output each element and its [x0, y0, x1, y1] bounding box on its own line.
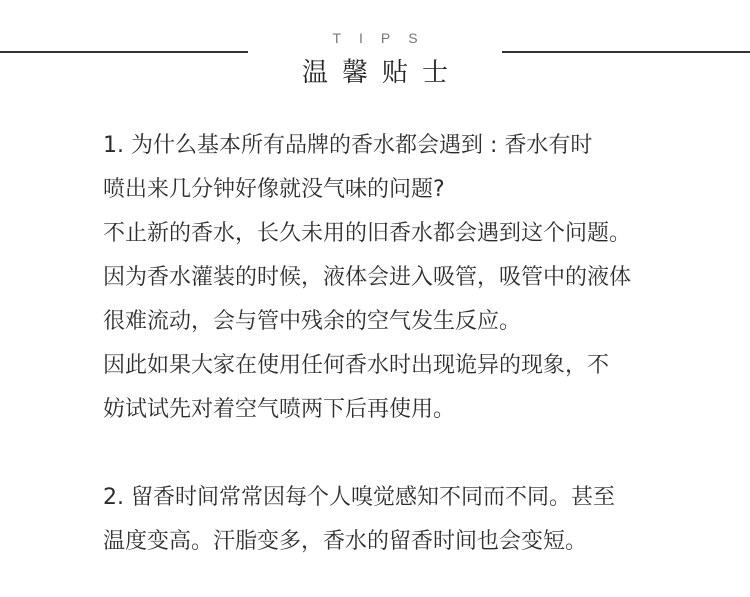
tips-content [103, 124, 663, 564]
tip-1-line: 喷出来几分钟好像就没气味的问题? [103, 177, 445, 202]
tip-1-line: 因此如果大家在使用任何香水时出现诡异的现象，不 [103, 353, 610, 378]
paragraph-spacer [103, 432, 663, 476]
tips-label: TIPS [332, 30, 436, 46]
tip-1-line: 妨试试先对着空气喷两下后再使用。 [103, 397, 456, 422]
tip-1-line: 不止新的香水，长久未用的旧香水都会遇到这个问题。 [103, 221, 632, 246]
tip-item-2 [103, 476, 663, 564]
tip-1-line: 很难流动，会与管中残余的空气发生反应。 [103, 309, 522, 334]
tip-1-line: 因为香水灌装的时候，液体会进入吸管，吸管中的液体 [103, 265, 632, 290]
tip-item-1 [103, 124, 663, 432]
tips-header [0, 0, 750, 100]
tip-1-line: 1. 为什么基本所有品牌的香水都会遇到 : 香水有时 [103, 133, 593, 158]
tip-2-line: 2. 留香时间常常因每个人嗅觉感知不同而不同。甚至 [103, 485, 615, 510]
header-title: 温馨贴士 [301, 58, 462, 88]
tip-2-line: 温度变高。汗脂变多，香水的留香时间也会变短。 [103, 529, 588, 554]
